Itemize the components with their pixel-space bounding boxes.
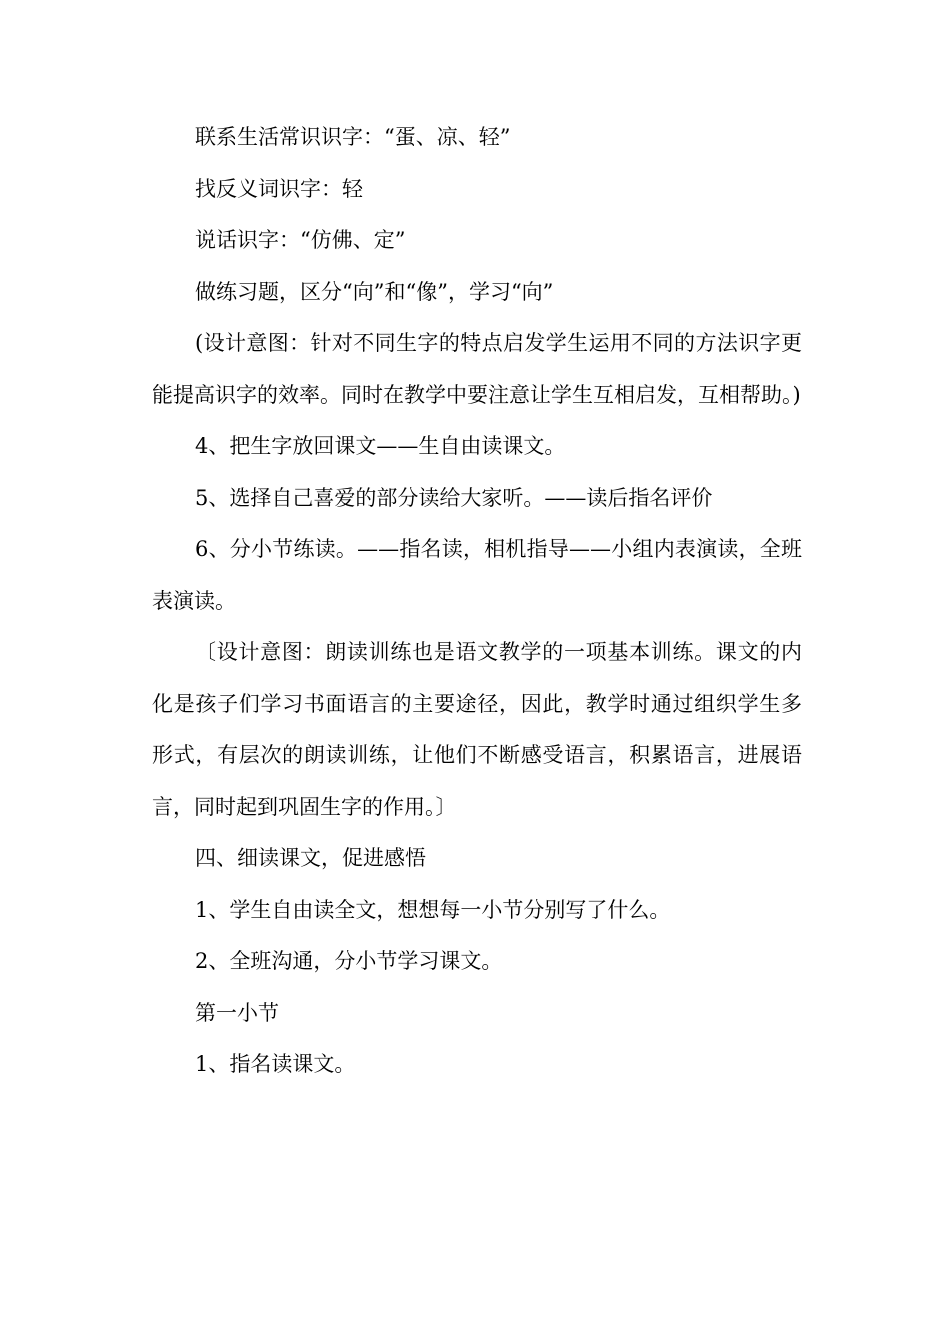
paragraph: 做练习题，区分“向”和“像”，学习“向” <box>195 279 554 304</box>
paragraph: 1、指名读课文。 <box>195 1052 356 1076</box>
paragraph: 找反义词识字：轻 <box>195 176 363 201</box>
paragraph: 联系生活常识识字：“蛋、凉、轻” <box>195 125 511 149</box>
paragraph: 5、选择自己喜爱的部分读给大家听。——读后指名评价 <box>195 485 713 510</box>
section-heading: 四、细读课文，促进感悟 <box>195 846 426 870</box>
subsection-heading: 第一小节 <box>195 1000 279 1025</box>
paragraph: 6、分小节练读。——指名读，相机指导——小组内表演读，全班表演读。 <box>152 537 802 613</box>
document-body <box>152 112 802 1091</box>
paragraph: 说话识字：“仿佛、定” <box>195 228 406 252</box>
design-intent-paragraph: (设计意图：针对不同生字的特点启发学生运用不同的方法识字更能提高识字的效率。同时在教学中要注意让学生互相启发，互相帮助。) <box>152 331 802 407</box>
design-intent-paragraph: 〔设计意图：朗读训练也是语文教学的一项基本训练。课文的内化是孩子们学习书面语言的主要途径，因此，教学时通过组织学生多形式，有层次的朗读训练，让他们不断感受语言，积累语言，进展语言，同时起到巩固生字的作用。〕 <box>152 640 802 819</box>
paragraph: 2、全班沟通，分小节学习课文。 <box>195 949 503 973</box>
paragraph: 1、学生自由读全文，想想每一小节分别写了什么。 <box>195 897 671 922</box>
paragraph: 4、把生字放回课文——生自由读课文。 <box>195 434 566 458</box>
